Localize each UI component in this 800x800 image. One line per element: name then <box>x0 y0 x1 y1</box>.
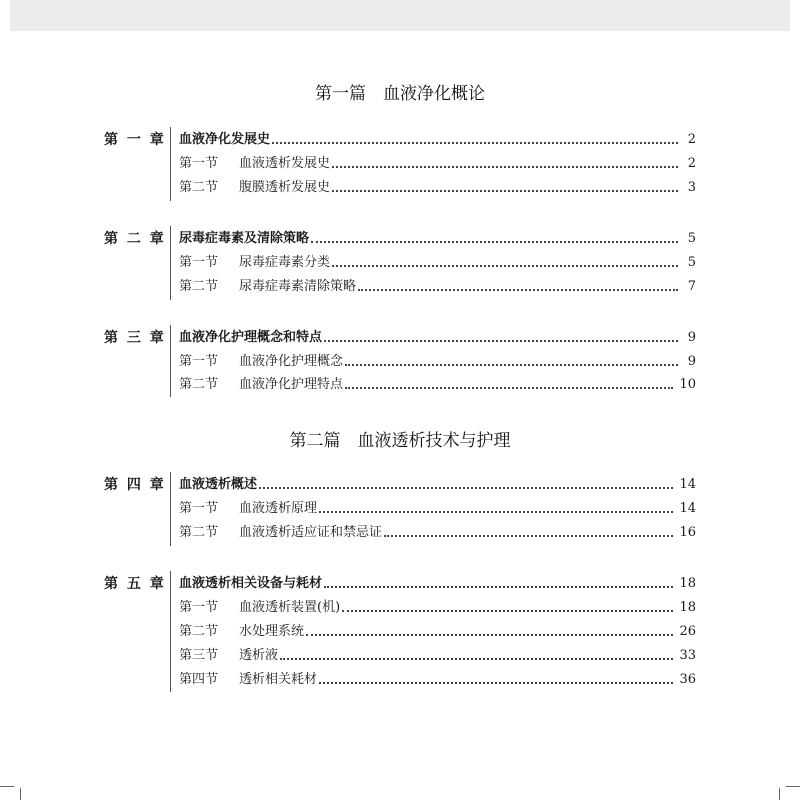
toc-entry-section[interactable] <box>179 376 696 394</box>
page-number: 2 <box>687 156 696 171</box>
toc-entry-section[interactable] <box>179 524 696 542</box>
dot-leader <box>358 289 678 291</box>
page-number: 5 <box>687 231 696 246</box>
toc-entry-section[interactable] <box>179 500 696 518</box>
section-title: 血液净化护理概念 <box>239 354 344 369</box>
chapter-title: 血液净化护理概念和特点 <box>179 330 323 345</box>
dot-leader <box>342 610 673 612</box>
section-number: 第二节 <box>179 279 219 294</box>
chapter-divider <box>170 127 171 201</box>
chapter-label: 第 二 章 <box>104 231 166 247</box>
dot-leader <box>306 634 673 636</box>
dot-leader <box>319 682 673 684</box>
section-number: 第三节 <box>179 648 219 663</box>
dot-leader <box>311 241 678 243</box>
chapter-title: 尿毒症毒素及清除策略 <box>179 231 310 246</box>
section-number: 第一节 <box>179 255 219 270</box>
page-number: 9 <box>687 330 696 345</box>
dot-leader <box>259 487 673 489</box>
toc-entry-chapter[interactable] <box>179 131 696 149</box>
chapter-label: 第 五 章 <box>104 576 166 592</box>
page-number: 14 <box>679 501 696 516</box>
section-title: 透析相关耗材 <box>239 672 318 687</box>
crop-mark <box>20 788 21 800</box>
chapter-label: 第 三 章 <box>104 330 166 346</box>
part-title: 第二篇 血液透析技术与护理 <box>289 431 511 451</box>
section-title: 血液透析适应证和禁忌证 <box>239 525 383 540</box>
section-number: 第一节 <box>179 501 219 516</box>
dot-leader <box>332 190 678 192</box>
section-number: 第四节 <box>179 672 219 687</box>
toc-entry-section[interactable] <box>179 671 696 689</box>
chapter-label: 第 一 章 <box>104 132 166 148</box>
toc-entry-section[interactable] <box>179 155 696 173</box>
section-title: 水处理系统 <box>239 624 305 639</box>
page-number: 33 <box>679 648 696 663</box>
part-title: 第一篇 血液净化概论 <box>315 84 485 104</box>
crop-mark <box>786 786 800 787</box>
page-number: 5 <box>687 255 696 270</box>
toc-entry-section[interactable] <box>179 278 696 296</box>
page-number: 9 <box>687 354 696 369</box>
page-number: 26 <box>679 624 696 639</box>
section-number: 第一节 <box>179 156 219 171</box>
chapter-divider <box>170 571 171 692</box>
toc-entry-section[interactable] <box>179 623 696 641</box>
page-number: 2 <box>687 132 696 147</box>
toc-entry-chapter[interactable] <box>179 230 696 248</box>
section-title: 血液透析装置(机) <box>239 600 341 615</box>
dot-leader <box>319 511 673 513</box>
top-toolbar-strip <box>10 0 790 31</box>
crop-mark <box>0 786 14 787</box>
chapter-title: 血液透析概述 <box>179 477 258 492</box>
dot-leader <box>324 586 673 588</box>
section-title: 腹膜透析发展史 <box>239 180 331 195</box>
toc-entry-section[interactable] <box>179 599 696 617</box>
dot-leader <box>345 364 678 366</box>
dot-leader <box>324 340 678 342</box>
dot-leader <box>332 166 678 168</box>
toc-entry-chapter[interactable] <box>179 329 696 347</box>
page-number: 7 <box>687 279 696 294</box>
section-title: 尿毒症毒素分类 <box>239 255 331 270</box>
chapter-divider <box>170 472 171 546</box>
page-number: 36 <box>679 672 696 687</box>
dot-leader <box>345 387 673 389</box>
chapter-divider <box>170 325 171 397</box>
page-number: 10 <box>679 377 696 392</box>
chapter-label: 第 四 章 <box>104 477 166 493</box>
section-number: 第二节 <box>179 180 219 195</box>
section-number: 第二节 <box>179 377 219 392</box>
page-number: 16 <box>679 525 696 540</box>
toc-entry-chapter[interactable] <box>179 476 696 494</box>
page-number: 3 <box>687 180 696 195</box>
dot-leader <box>272 142 678 144</box>
toc-entry-section[interactable] <box>179 353 696 371</box>
toc-entry-chapter[interactable] <box>179 575 696 593</box>
section-number: 第一节 <box>179 354 219 369</box>
section-number: 第一节 <box>179 600 219 615</box>
page-number: 14 <box>679 477 696 492</box>
chapter-title: 血液净化发展史 <box>179 132 271 147</box>
section-title: 尿毒症毒素清除策略 <box>239 279 357 294</box>
section-number: 第二节 <box>179 525 219 540</box>
toc-entry-section[interactable] <box>179 647 696 665</box>
dot-leader <box>384 535 673 537</box>
page-number: 18 <box>679 600 696 615</box>
page-number: 18 <box>679 576 696 591</box>
toc-entry-section[interactable] <box>179 179 696 197</box>
dot-leader <box>280 658 673 660</box>
toc-entry-section[interactable] <box>179 254 696 272</box>
crop-mark <box>779 788 780 800</box>
chapter-divider <box>170 226 171 300</box>
section-title: 血液透析发展史 <box>239 156 331 171</box>
chapter-title: 血液透析相关设备与耗材 <box>179 576 323 591</box>
section-title: 透析液 <box>239 648 279 663</box>
dot-leader <box>332 265 678 267</box>
section-title: 血液净化护理特点 <box>239 377 344 392</box>
section-title: 血液透析原理 <box>239 501 318 516</box>
section-number: 第二节 <box>179 624 219 639</box>
